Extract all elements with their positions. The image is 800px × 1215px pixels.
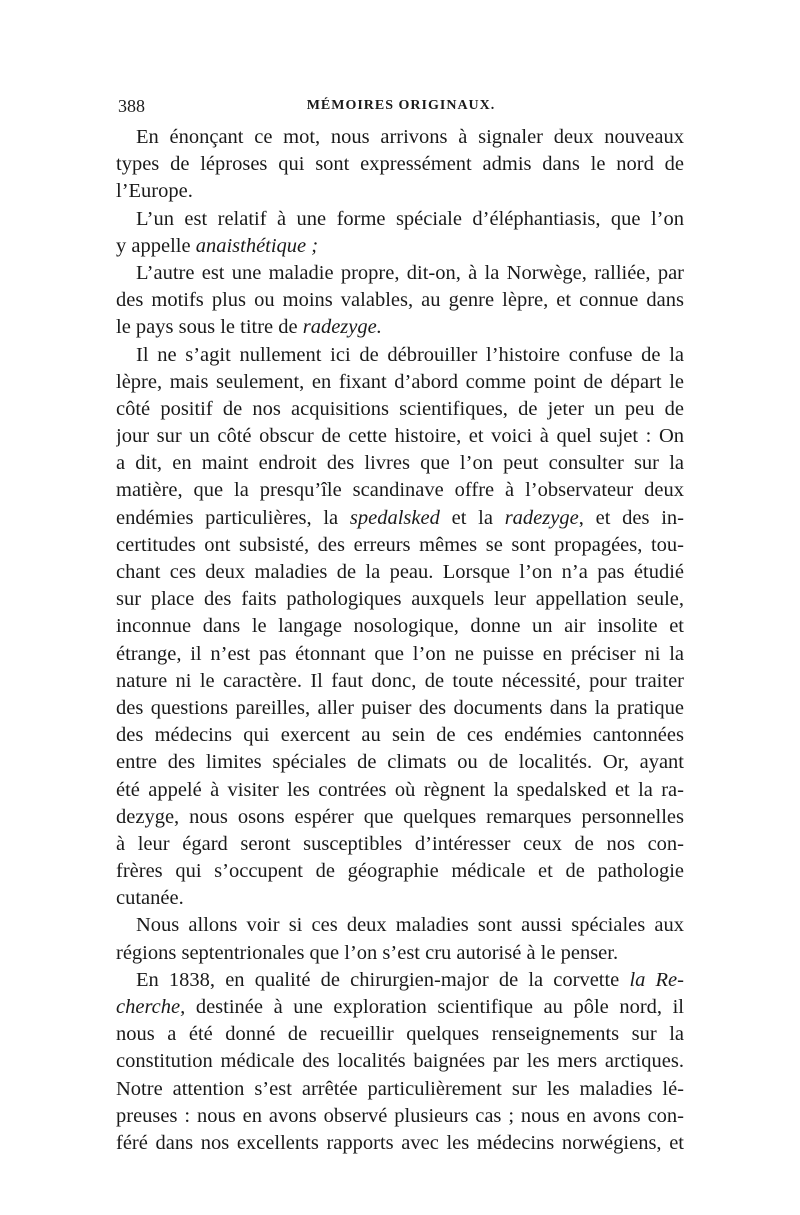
body-text xyxy=(116,124,684,1157)
text-line: à leur égard seront susceptibles d’intéresser ceux de nos con- xyxy=(116,832,684,855)
text-line: côté positif de nos acquisitions scientifiques, de jeter un peu de xyxy=(116,397,684,420)
text-line xyxy=(116,233,684,260)
text-line: des motifs plus ou moins valables, au genre lèpre, et connue dans xyxy=(116,289,684,312)
text-line: dezyge, nous osons espérer que quelques remarques personnelles xyxy=(116,805,684,828)
text-line: frères qui s’occupent de géographie médicale et de pathologie xyxy=(116,860,684,883)
text-line xyxy=(116,994,684,1021)
text-line: nous a été donné de recueillir quelques renseignements sur la xyxy=(116,1023,684,1046)
italic-term: radezyge xyxy=(504,506,579,529)
text-line: Il ne s’agit nullement ici de débrouiller l’histoire confuse de la xyxy=(136,343,684,366)
italic-term: cherche, xyxy=(116,996,186,1018)
text-line: étrange, il n’est pas étonnant que l’on ne puisse en préciser ni la xyxy=(116,642,684,665)
paragraph xyxy=(116,206,684,260)
paragraph xyxy=(116,342,684,913)
text-line xyxy=(116,505,684,532)
text-line: entre des limites spéciales de climats ou de localités. Or, ayant xyxy=(116,751,684,774)
text-line xyxy=(116,967,684,994)
text-segment: le pays sous le titre de xyxy=(116,316,298,339)
paragraph xyxy=(116,124,684,206)
text-segment: En 1838, en qualité de chirurgien-major de la corvette xyxy=(136,968,620,991)
text-line: sur place des faits pathologiques auxquels leur appellation seule, xyxy=(116,588,684,611)
text-line: certitudes ont subsisté, des erreurs mêmes se sont propagées, tou- xyxy=(116,533,684,556)
text-line: types de léproses qui sont expressément admis dans le nord de xyxy=(116,153,684,176)
text-segment: , et des in- xyxy=(578,506,684,529)
text-line: lèpre, mais seulement, en fixant d’abord comme point de départ le xyxy=(116,370,684,393)
text-line: été appelé à visiter les contrées où règnent la spedalsked et la ra- xyxy=(116,778,684,801)
text-line: constitution médicale des localités baignées par les mers arctiques. xyxy=(116,1050,684,1073)
text-line: matière, que la presqu’île scandinave offre à l’observateur deux xyxy=(116,479,684,502)
paragraph xyxy=(116,912,684,966)
text-line: a dit, en maint endroit des livres que l’on peut consulter sur la xyxy=(116,452,684,475)
page-header xyxy=(118,96,684,120)
paragraph xyxy=(116,967,684,1157)
italic-term: spedalsked xyxy=(349,506,440,529)
text-line: En énonçant ce mot, nous arrivons à signaler deux nouveaux xyxy=(136,126,684,148)
text-line: jour sur un côté obscur de cette histoire, et voici à quel sujet : On xyxy=(116,425,684,448)
text-segment: destinée à une exploration scientifique au pôle nord, il xyxy=(195,996,684,1018)
text-line: L’autre est une maladie propre, dit-on, à la Norwège, ralliée, par xyxy=(136,261,684,284)
text-line: Notre attention s’est arrêtée particulièrement sur les maladies lé- xyxy=(116,1077,684,1100)
text-line: régions septentrionales que l’on s’est cru autorisé à le penser. xyxy=(116,941,619,964)
page-number: 388 xyxy=(118,96,145,116)
text-line: des médecins qui exercent au sein de ces endémies cantonnées xyxy=(116,724,684,747)
text-line: féré dans nos excellents rapports avec les médecins norwégiens, et xyxy=(116,1131,684,1154)
text-segment: y appelle xyxy=(116,234,191,257)
text-line xyxy=(116,314,684,341)
text-line: preuses : nous en avons observé plusieurs cas ; nous en avons con- xyxy=(116,1104,684,1127)
text-line: des questions pareilles, aller puiser des documents dans la pratique xyxy=(116,696,684,719)
running-title: MÉMOIRES ORIGINAUX. xyxy=(306,98,496,113)
text-line: L’un est relatif à une forme spéciale d’éléphantiasis, que l’on xyxy=(136,207,684,230)
text-line: cutanée. xyxy=(116,887,184,910)
italic-term: la Re- xyxy=(629,968,684,991)
text-line: chant ces deux maladies de la peau. Lorsque l’on n’a pas étudié xyxy=(116,561,684,583)
italic-term: radezyge. xyxy=(302,316,382,339)
text-line: Nous allons voir si ces deux maladies sont aussi spéciales aux xyxy=(136,914,684,937)
text-line: inconnue dans le langage nosologique, donne un air insolite et xyxy=(116,615,684,638)
italic-term: anaisthétique ; xyxy=(195,234,319,257)
text-segment: endémies particulières, la xyxy=(116,506,339,529)
text-line: l’Europe. xyxy=(116,180,193,203)
text-line: nature ni le caractère. Il faut donc, de toute nécessité, pour traiter xyxy=(116,669,684,692)
paragraph xyxy=(116,260,684,342)
text-segment: et la xyxy=(451,506,493,529)
